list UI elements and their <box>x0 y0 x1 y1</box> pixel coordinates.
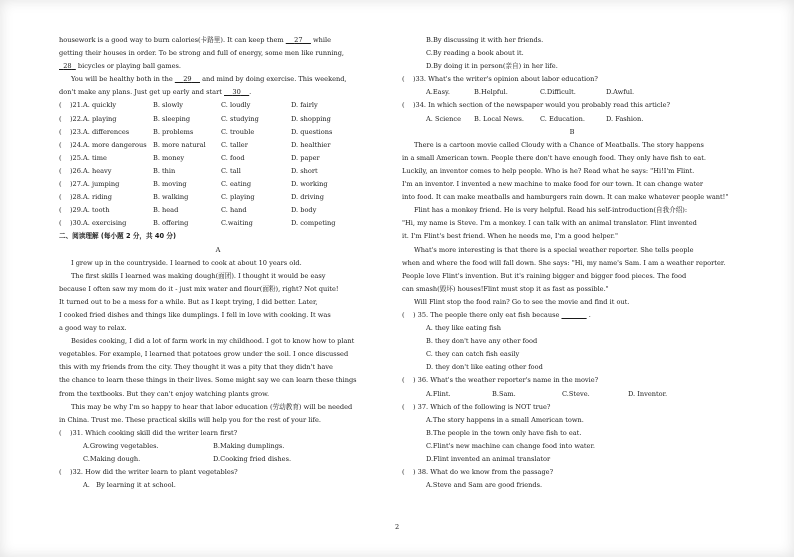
option-row <box>59 113 377 126</box>
passage-b-line: Flint has a monkey friend. He is very helpful. Read his self-introduction(自我介绍): <box>414 206 688 215</box>
left-column <box>59 34 377 492</box>
q37-option-c[interactable]: C.Flint's new machine can change food into water. <box>426 441 595 450</box>
question-32: ( )32. How did the writer learn to plant vegetables? <box>59 468 238 477</box>
option-d[interactable]: D. body <box>291 206 317 215</box>
q35-option-a[interactable]: A. they like eating fish <box>426 324 501 333</box>
option-row <box>59 217 377 230</box>
question-number: ( )27. <box>59 180 84 189</box>
passage-b-line: Luckily, an inventor comes to help people. Who is he? Read what he says: "Hi!I'm Flint. <box>402 166 695 175</box>
question-37: ( ) 37. Which of the following is NOT true? <box>402 402 551 411</box>
q34-option-a[interactable]: A. Science <box>426 114 462 123</box>
option-row <box>59 191 377 204</box>
q34-option-c[interactable]: C. Education. <box>540 114 585 123</box>
question-number: ( )25. <box>59 153 84 162</box>
option-row <box>59 178 377 191</box>
q34-option-b[interactable]: B. Local News. <box>474 114 525 123</box>
question-number: ( )23. <box>59 127 84 136</box>
passage-a-line: vegetables. For example, I learned that potatoes grow under the soil. I once discussed <box>59 350 349 359</box>
question-36: ( ) 36. What's the weather reporter's name in the movie? <box>402 376 599 385</box>
passage-b-line: when and where the food will fall down. She says: "Hi, my name's Sam. I am a weather reporter. <box>402 258 726 267</box>
passage-a-line: Besides cooking, I did a lot of farm work in my childhood. I got to know how to plant <box>71 337 355 346</box>
question-number: ( )26. <box>59 166 84 175</box>
question-36-options <box>402 388 742 401</box>
q36-option-a[interactable]: A.Flint. <box>426 389 451 398</box>
option-c[interactable]: C.waiting <box>221 219 253 228</box>
option-row <box>59 152 377 165</box>
question-31-options <box>59 453 377 466</box>
question-33-options <box>402 86 742 99</box>
passage-a-line: because I often saw my mom do it - just mix water and flour(面粉), right? Not quite! <box>59 284 339 293</box>
option-c[interactable]: C. tall <box>221 166 241 175</box>
answer-blank-35[interactable] <box>561 309 586 322</box>
option-b[interactable]: B. slowly <box>153 101 183 110</box>
option-d[interactable]: D. shopping <box>291 114 331 123</box>
option-c[interactable]: C. playing <box>221 193 255 202</box>
passage-a-line: a good way to relax. <box>59 324 127 333</box>
passage-a-line: This may be why I'm so happy to hear that labor education (劳动教育) will be needed <box>71 402 353 411</box>
question-number: ( )28. <box>59 193 84 202</box>
passage-line: don't make any plans. Just get up early and start 30 . <box>59 86 377 99</box>
passage-a-line: It turned out to be a mess for a while. But as I kept trying, I did better. Later, <box>59 297 318 306</box>
passage-b-line: can smash(毁坏) houses!Flint must stop it as fast as possible." <box>402 284 609 293</box>
blank-30: 30 <box>232 88 241 97</box>
option-a[interactable]: A. time <box>83 153 107 162</box>
section-title: 二、阅读理解 (每小题 2 分，共 40 分) <box>59 232 176 241</box>
page-number: 2 <box>395 523 400 531</box>
passage-b-line: Will Flint stop the food rain? Go to see the movie and find it out. <box>414 297 630 306</box>
option-b[interactable]: B. problems <box>153 127 194 136</box>
blank-29: 29 <box>183 75 192 84</box>
q31-option-d[interactable]: D.Cooking fried dishes. <box>213 455 292 463</box>
q37-option-d[interactable]: D.Flint invented an animal translator <box>426 455 551 463</box>
q37-option-a[interactable]: A.The story happens in a small American town. <box>426 415 584 424</box>
question-number: ( )30. <box>59 219 84 228</box>
q33-option-c[interactable]: C.Difficult. <box>540 88 576 97</box>
q36-option-b[interactable]: B.Sam. <box>492 389 516 398</box>
option-a[interactable]: A. heavy <box>83 166 112 175</box>
passage-line: You will be healthy both in the 29 and mind by doing exercise. This weekend, <box>59 73 377 86</box>
option-a[interactable]: A. exercising <box>83 219 127 228</box>
passage-b-label: B <box>569 127 575 136</box>
option-b[interactable]: B. more natural <box>153 140 206 149</box>
right-column <box>402 34 742 492</box>
q31-option-c[interactable]: C.Making dough. <box>83 455 141 463</box>
option-c[interactable]: C. food <box>221 153 245 162</box>
question-number: ( )21. <box>59 101 84 110</box>
q32-option-b[interactable]: B.By discussing it with her friends. <box>426 36 544 44</box>
option-row <box>59 139 377 152</box>
option-a[interactable]: A. tooth <box>83 206 110 215</box>
option-c[interactable]: C. loudly <box>221 101 251 110</box>
passage-b-line: I'm an inventor. I invented a new machine to make food for our town. It can change water <box>402 180 704 189</box>
option-b[interactable]: B. head <box>153 206 179 215</box>
passage-a-line: The first skills I learned was making dough(面团). I thought it would be easy <box>71 271 326 280</box>
cloze-options <box>59 99 377 230</box>
option-a[interactable]: A. jumping <box>83 180 120 189</box>
question-31-options <box>59 440 377 453</box>
passage-a-line: this with my friends from the city. They thought it was a pity that they didn't have <box>59 363 333 372</box>
option-b[interactable]: B. thin <box>153 166 176 175</box>
option-c[interactable]: C. taller <box>221 140 248 149</box>
question-34-options <box>402 113 742 126</box>
option-c[interactable]: C. studying <box>221 114 259 123</box>
option-row <box>59 99 377 112</box>
q36-option-d[interactable]: D. Inventor. <box>628 389 668 398</box>
question-34: ( )34. In which section of the newspaper would you probably read this article? <box>402 101 671 110</box>
option-c[interactable]: C. hand <box>221 206 247 215</box>
passage-b-line: There is a cartoon movie called Cloudy with a Chance of Meatballs. The story happens <box>414 140 704 149</box>
passage-b-line: into food. It can make meatballs and hamburgers rain down. It can make whatever people want!" <box>402 193 729 202</box>
q35-option-b[interactable]: B. they don't have any other food <box>426 337 538 346</box>
passage-a-line: I grew up in the countryside. I learned to cook at about 10 years old. <box>71 258 302 267</box>
option-a[interactable]: A. differences <box>83 127 130 136</box>
option-row <box>59 204 377 217</box>
question-38: ( ) 38. What do we know from the passage? <box>402 468 554 477</box>
option-row <box>59 165 377 178</box>
option-a[interactable]: A. riding <box>83 193 113 202</box>
q32-option-a[interactable]: A. By learning it at school. <box>83 481 176 490</box>
option-a[interactable]: A. more dangerous <box>83 140 147 149</box>
option-b[interactable]: B. money <box>153 153 185 162</box>
q33-option-a[interactable]: A.Easy. <box>426 88 450 97</box>
option-d[interactable]: D. fairly <box>291 101 318 110</box>
option-b[interactable]: B. sleeping <box>153 114 191 123</box>
option-c[interactable]: C. eating <box>221 180 252 189</box>
blank-28: 28 <box>63 62 72 71</box>
passage-line: getting their houses in order. To be strong and full of energy, some men like running, <box>59 49 345 58</box>
option-b[interactable]: B. moving <box>153 180 187 189</box>
passage-a-label: A <box>215 245 221 254</box>
q38-option-a[interactable]: A.Steve and Sam are good friends. <box>426 481 543 490</box>
q37-option-b[interactable]: B.The people in the town only have fish to eat. <box>426 428 582 437</box>
option-d[interactable]: D. paper <box>291 153 320 162</box>
option-a[interactable]: A. playing <box>83 114 117 123</box>
option-b[interactable]: B. walking <box>153 193 189 202</box>
question-number: ( )22. <box>59 114 84 123</box>
question-35: ( ) 35. The people there only eat fish because . <box>402 309 742 322</box>
option-d[interactable]: D. working <box>291 180 328 189</box>
passage-b-line: People love Flint's invention. But it's raining bigger and bigger food pieces. The food <box>402 271 687 280</box>
passage-b-line: it. I'm Flint's best friend. When he needs me, I'm a good helper." <box>402 232 619 241</box>
q31-option-b[interactable]: B.Making dumplings. <box>213 441 285 450</box>
passage-line: 28 bicycles or playing ball games. <box>59 60 377 73</box>
option-c[interactable]: C. trouble <box>221 127 255 136</box>
passage-b-line: "Hi, my name is Steve. I'm a monkey. I can talk with an animal translator. Flint invented <box>402 219 697 228</box>
passage-line: housework is a good way to burn calories(卡路里). It can keep them 27 while <box>59 34 377 47</box>
passage-b-line: What's more interesting is that there is a special weather reporter. She tells people <box>414 245 694 254</box>
option-d[interactable]: D. competing <box>291 219 336 228</box>
option-a[interactable]: A. quickly <box>83 101 117 110</box>
option-d[interactable]: D. short <box>291 166 318 175</box>
passage-a-line: the chance to learn these things in their lives. Some might say we can learn these things <box>59 376 357 385</box>
q36-option-c[interactable]: C.Steve. <box>562 389 590 398</box>
blank-27: 27 <box>294 36 303 44</box>
q34-option-d[interactable]: D. Fashion. <box>606 114 644 123</box>
q32-option-d[interactable]: D.By doing it in person(亲自) in her life. <box>426 62 558 71</box>
question-31: ( )31. Which cooking skill did the writer learn first? <box>59 428 238 437</box>
option-d[interactable]: D. questions <box>291 127 333 136</box>
option-d[interactable]: D. healthier <box>291 140 331 149</box>
passage-a-line: from the textbooks. But they can't enjoy watching plants grow. <box>59 389 270 398</box>
option-row <box>59 126 377 139</box>
q32-option-c[interactable]: C.By reading a book about it. <box>426 49 524 58</box>
passage-a-line: I cooked fried dishes and things like dumplings. I fell in love with cooking. It was <box>59 310 331 319</box>
question-number: ( )29. <box>59 206 84 215</box>
option-d[interactable]: D. driving <box>291 193 325 202</box>
q33-option-b[interactable]: B.Helpful. <box>474 88 508 97</box>
q31-option-a[interactable]: A.Growing vegetables. <box>83 441 159 450</box>
q35-option-c[interactable]: C. they can catch fish easily <box>426 350 520 359</box>
question-number: ( )24. <box>59 140 84 149</box>
passage-b-line: in a small American town. People there don't have enough food. They only have fish to eat. <box>402 153 706 162</box>
question-33: ( )33. What's the writer's opinion about labor education? <box>402 75 598 84</box>
q35-option-d[interactable]: D. they don't like eating other food <box>426 363 543 372</box>
q33-option-d[interactable]: D.Awful. <box>606 88 635 97</box>
option-b[interactable]: B. offering <box>153 219 189 228</box>
passage-a-line: in China. Trust me. These practical skills will help you for the rest of your life. <box>59 415 321 424</box>
